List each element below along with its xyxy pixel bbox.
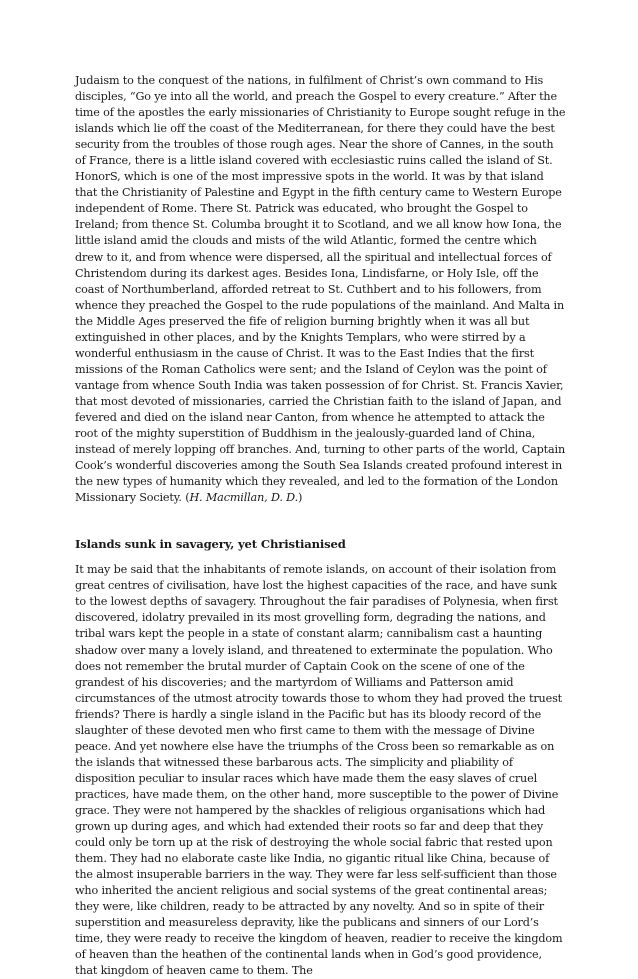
paragraph-text: Judaism to the conquest of the nations, in fulfilment of Christ’s own command to His disciples, “Go ye into all the world, and preach the Gospel to every creature.” After the time of the apostles the early missionaries of Christianity to Europe sought refuge in the islands which lie off the coast of the Mediterranean, for there they could have the best security from the troubles of those rough ages. Near the shore of Cannes, in the south of France, there is a little island covered with ecclesiastic ruins called the island of St. HonorS, which is one of the most impressive spots in the world. It was by that island that the Christianity of Palestine and Egypt in the fifth century came to Western Europe independent of Rome. There St. Patrick was educated, who brought the Gospel to Ireland; from thence St. Columba brought it to Scotland, and we all know how Iona, the little island amid the clouds and mists of the wild Atlantic, formed the centre which drew to it, and from whence were dispersed, all the spiritual and intellectual forces of Christendom during its darkest ages. Besides Iona, Lindisfarne, or Holy Isle, off the coast of Northumberland, afforded retreat to St. Cuthbert and to his followers, from whence they preached the Gospel to the rude populations of the mainland. And Malta in the Middle Ages preserved the fife of religion burning brightly when it was all but extinguished in other places, and by the Knights Templars, who were stirred by a wonderful enthusiasm in the cause of Christ. It was to the East Indies that the first missions of the Roman Catholics were sent; and the Island of Ceylon was the point of vantage from whence South India was taken possession of for Christ. St. Francis Xavier, that most devoted of missionaries, carried the Christian faith to the island of Japan, and fevered and died on the island near Canton, from whence he attempted to attack the root of the mighty superstition of Buddhism in the jealously-guarded land of China, instead of merely lopping off branches. And, turning to other parts of the world, Captain Cook’s wonderful discoveries among the South Sea Islands created profound interest in the new types of humanity which they revealed, and led to the formation of the London Missionary Society. ( bbox=[75, 74, 566, 505]
section-heading: Islands sunk in savagery, yet Christianised bbox=[75, 537, 346, 552]
citation-close: ) bbox=[298, 491, 303, 505]
citation: H. Macmillan, D. D. bbox=[189, 491, 299, 505]
paragraph-missionary-islands bbox=[75, 73, 567, 506]
paragraph-islands-savagery: It may be said that the inhabitants of remote islands, on account of their isolation from great centres of civilisation, have lost the highest capacities of the race, and have sunk to the lowest depths of savagery. Throughout the fair paradises of Polynesia, when first discovered, idolatry prevailed in its most grovelling form, degrading the nations, and tribal wars kept the people in a state of constant alarm; cannibalism cast a haunting shadow over many a lovely island, and threatened to exterminate the population. Who does not remember the brutal murder of Captain Cook on the scene of one of the grandest of his discoveries; and the martyrdom of Williams and Patterson amid circumstances of the utmost atrocity towards those to whom they had proved the truest friends? There is hardly a single island in the Pacific but has its bloody record of the slaughter of these devoted men who first came to them with the message of Divine peace. And yet nowhere else have the triumphs of the Cross been so remarkable as on the islands that witnessed these barbarous acts. The simplicity and pliability of disposition peculiar to insular races which have made them the easy slaves of cruel practices, have made them, on the other hand, more susceptible to the power of Divine grace. They were not hampered by the shackles of religious organisations which had grown up during ages, and which had extended their roots so far and deep that they could only be torn up at the risk of destroying the whole social fabric that rested upon them. They had no elaborate caste like India, no gigantic ritual like China, because of the almost insuperable barriers in the way. They were far less self-sufficient than those who inherited the ancient religious and social systems of the great continental areas; they were, like children, ready to be attracted by any novelty. And so in spite of their superstition and measureless depravity, like the publicans and sinners of our Lord’s time, they were ready to receive the kingdom of heaven, readier to receive the kingdom of heaven than the heathen of the continental lands when in God’s good providence, that kingdom of heaven came to them. The bbox=[75, 563, 563, 978]
document-page bbox=[75, 73, 567, 979]
